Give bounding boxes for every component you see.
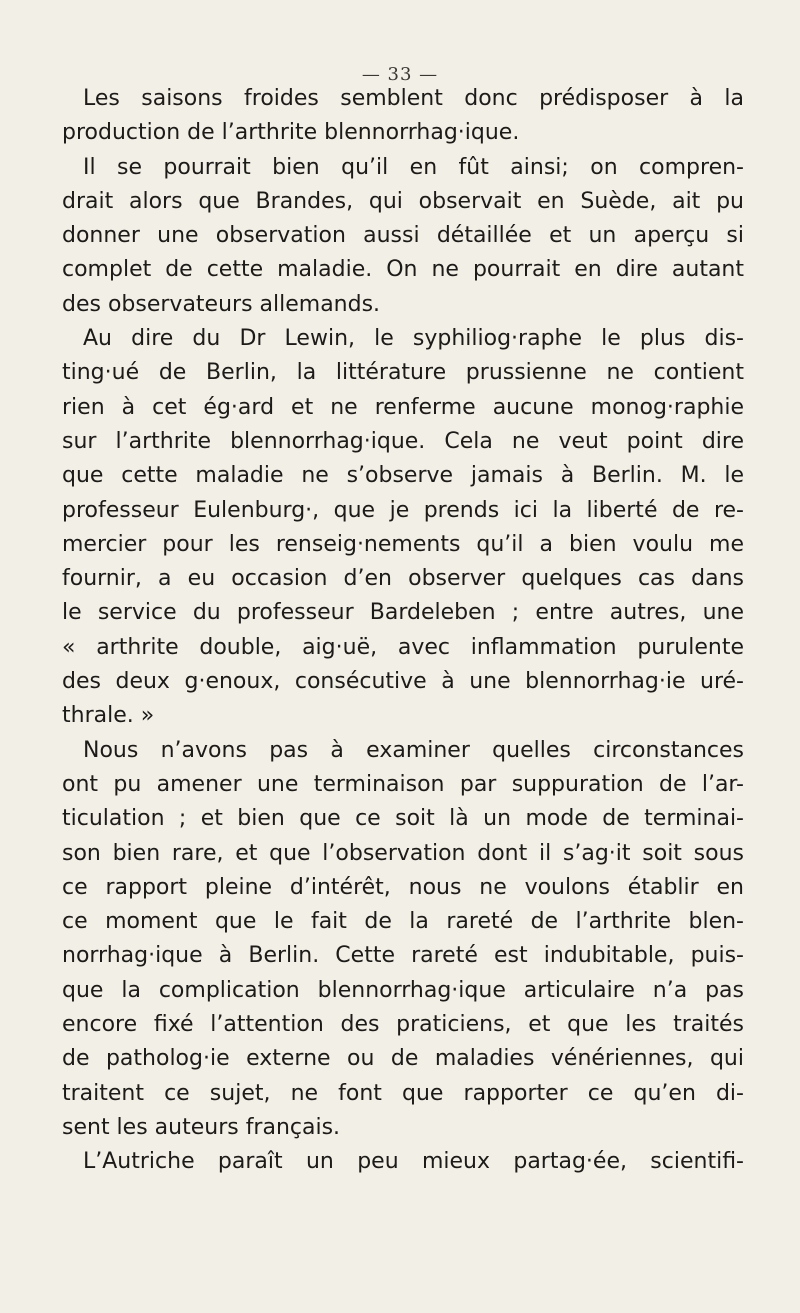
- text-line: « arthrite double, aig·uë, avec inflammation purulente: [62, 634, 744, 660]
- paragraph: [62, 82, 744, 151]
- text-line: son bien rare, et que l’observation dont il s’ag·it soit sous: [62, 840, 744, 866]
- text-line: le service du professeur Bardeleben ; entre autres, une: [62, 600, 744, 626]
- text-line: ce rapport pleine d’intérêt, nous ne voulons établir en: [62, 874, 744, 900]
- text-line: sur l’arthrite blennorrhag·ique. Cela ne veut point dire: [62, 428, 744, 454]
- text-line: de patholog·ie externe ou de maladies vénériennes, qui: [62, 1046, 744, 1072]
- text-line: ont pu amener une terminaison par suppuration de l’ar-: [62, 771, 744, 797]
- text-line: complet de cette maladie. On ne pourrait en dire autant: [62, 257, 744, 283]
- text-line: professeur Eulenburg·, que je prends ici la liberté de re-: [62, 497, 744, 523]
- paragraph: [62, 734, 744, 1146]
- text-line: que la complication blennorrhag·ique articulaire n’a pas: [62, 977, 744, 1003]
- text-line: Au dire du Dr Lewin, le syphiliog·raphe le plus dis-: [83, 326, 744, 352]
- text-line: ting·ué de Berlin, la littérature prussienne ne contient: [62, 360, 744, 386]
- text-line: des observateurs allemands.: [62, 291, 381, 317]
- text-line: Les saisons froides semblent donc prédisposer à la: [83, 86, 744, 111]
- text-line: fournir, a eu occasion d’en observer quelques cas dans: [62, 566, 744, 592]
- text-line: L’Autriche paraît un peu mieux partag·ée, scientifi-: [83, 1149, 744, 1175]
- text-line: mercier pour les renseig·nements qu’il a bien voulu me: [62, 531, 744, 557]
- text-line: thrale. »: [62, 703, 155, 729]
- text-line: drait alors que Brandes, qui observait en Suède, ait pu: [62, 188, 744, 214]
- text-line: ce moment que le fait de la rareté de l’arthrite blen-: [62, 909, 744, 935]
- paragraph: [62, 151, 744, 322]
- text-line: Nous n’avons pas à examiner quelles circonstances: [83, 737, 744, 763]
- text-line: norrhag·ique à Berlin. Cette rareté est indubitable, puis-: [62, 943, 744, 969]
- body-text: [62, 82, 744, 1180]
- text-line: Il se pourrait bien qu’il en fût ainsi; on compren-: [83, 154, 744, 180]
- text-line: ticulation ; et bien que ce soit là un mode de terminai-: [62, 806, 744, 832]
- paragraph: [62, 322, 744, 734]
- text-line: production de l’arthrite blennorrhag·ique.: [62, 120, 520, 146]
- text-line: donner une observation aussi détaillée et un aperçu si: [62, 223, 744, 249]
- text-line: traitent ce sujet, ne font que rapporter ce qu’en di-: [62, 1080, 744, 1106]
- text-line: rien à cet ég·ard et ne renferme aucune monog·raphie: [62, 394, 744, 420]
- page-number: — 33 —: [361, 64, 439, 85]
- text-line: que cette maladie ne s’observe jamais à Berlin. M. le: [62, 463, 744, 489]
- paragraph: [62, 1145, 744, 1179]
- text-line: des deux g·enoux, consécutive à une blennorrhag·ie uré-: [62, 669, 744, 695]
- text-line: encore fixé l’attention des praticiens, et que les traités: [62, 1012, 744, 1038]
- text-line: sent les auteurs français.: [62, 1114, 341, 1140]
